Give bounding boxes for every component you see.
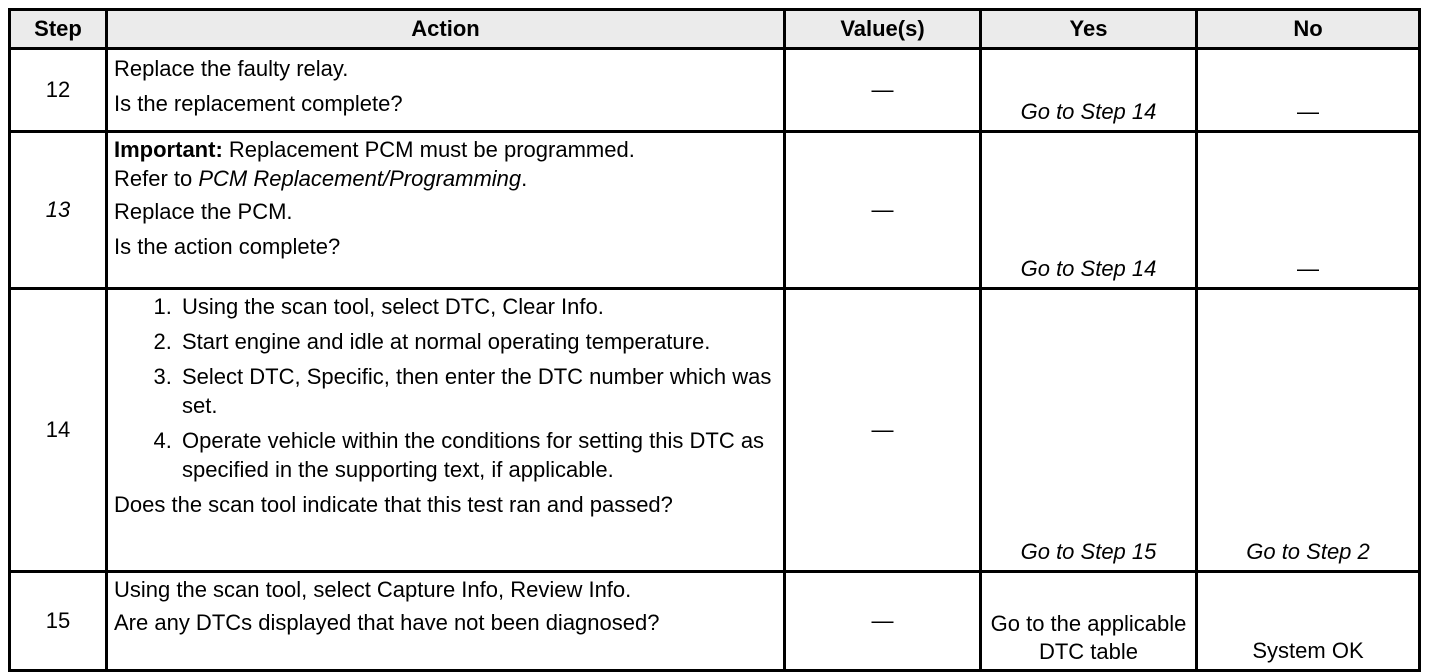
- yes-cell[interactable]: Go to the applicable DTC table: [981, 572, 1197, 671]
- value-cell: —: [785, 49, 981, 132]
- yes-cell[interactable]: Go to Step 14: [981, 132, 1197, 289]
- no-cell: System OK: [1197, 572, 1420, 671]
- refer-suffix: .: [521, 166, 528, 192]
- important-label: Important:: [114, 137, 223, 162]
- table-row: [10, 289, 1420, 572]
- refer-prefix: Refer to: [114, 166, 199, 192]
- header-action: Action: [107, 10, 785, 49]
- step-number: 15: [10, 572, 107, 671]
- header-no: No: [1197, 10, 1420, 49]
- value-cell: —: [785, 132, 981, 289]
- table-row: [10, 572, 1420, 671]
- header-values: Value(s): [785, 10, 981, 49]
- list-item: 2. Start engine and idle at normal operating temperature.: [178, 327, 777, 356]
- action-question: Is the action complete?: [114, 234, 341, 260]
- step-number: 14: [10, 289, 107, 572]
- important-text: Replacement PCM must be programmed.: [222, 137, 635, 162]
- list-item: 1. Using the scan tool, select DTC, Clear Info.: [178, 292, 777, 321]
- action-question: Does the scan tool indicate that this test ran and passed?: [114, 492, 673, 518]
- no-cell: —: [1197, 132, 1420, 289]
- important-note: [114, 135, 777, 193]
- table-header-row: [10, 10, 1420, 49]
- yes-cell[interactable]: Go to Step 15: [981, 289, 1197, 572]
- diagnostic-step-table: [8, 8, 1421, 672]
- step-number: 13: [10, 132, 107, 289]
- action-line: Replace the faulty relay.: [114, 56, 349, 81]
- action-question: Is the replacement complete?: [114, 91, 403, 117]
- action-cell: [107, 49, 785, 132]
- header-yes: Yes: [981, 10, 1197, 49]
- action-line: Using the scan tool, select Capture Info, Review Info.: [114, 577, 632, 602]
- no-cell[interactable]: Go to Step 2: [1197, 289, 1420, 572]
- action-cell: [107, 572, 785, 671]
- no-cell: —: [1197, 49, 1420, 132]
- procedure-list: [114, 292, 777, 484]
- action-question: Are any DTCs displayed that have not been diagnosed?: [114, 610, 660, 636]
- action-cell: [107, 132, 785, 289]
- list-item: 4. Operate vehicle within the conditions for setting this DTC as specified in the supporting text, if applicable.: [178, 426, 777, 484]
- list-item: 3. Select DTC, Specific, then enter the DTC number which was set.: [178, 362, 777, 420]
- value-cell: —: [785, 289, 981, 572]
- table-row: [10, 132, 1420, 289]
- yes-cell[interactable]: Go to Step 14: [981, 49, 1197, 132]
- header-step: Step: [10, 10, 107, 49]
- value-cell: —: [785, 572, 981, 671]
- action-cell: [107, 289, 785, 572]
- step-number: 12: [10, 49, 107, 132]
- refer-link[interactable]: PCM Replacement/Programming: [198, 166, 522, 192]
- action-line: Replace the PCM.: [114, 199, 293, 225]
- table-row: [10, 49, 1420, 132]
